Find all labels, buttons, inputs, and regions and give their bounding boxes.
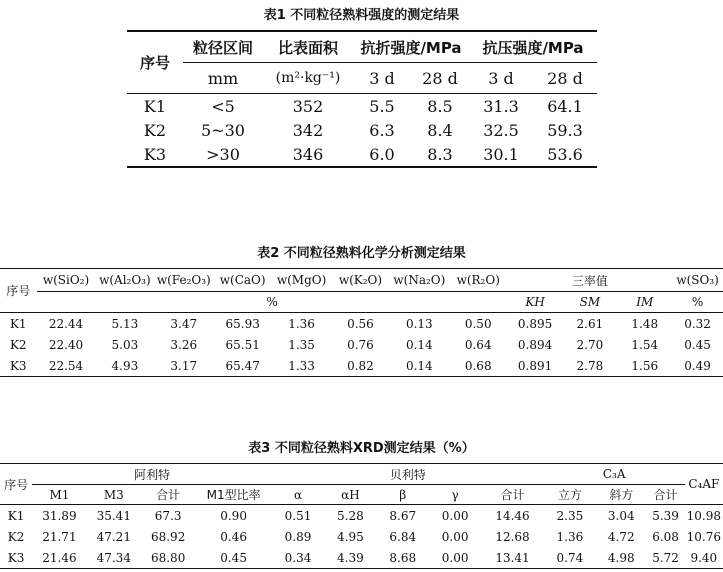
t2-cell-r2o: 0.64	[464, 337, 492, 352]
t3-header-belite: 贝利特	[272, 464, 544, 485]
t1-cell-f28: 8.5	[427, 96, 453, 116]
t3-cell-beta: 8.68	[389, 550, 417, 565]
t1-header-f3: 3 d	[353, 63, 411, 94]
t3-cell-beta: 8.67	[389, 508, 417, 523]
t3-cell-a-total: 68.92	[150, 529, 186, 544]
t2-cell-mgo: 1.35	[288, 337, 315, 352]
t3-header-c3a: C₃A	[544, 464, 685, 485]
t3-cell-id: K3	[7, 550, 25, 565]
t3-cell-gamma: 0.00	[441, 529, 469, 544]
t3-cell-b-total: 12.68	[495, 529, 530, 544]
t3-cell-gamma: 0.00	[441, 550, 469, 565]
t2-cell-k2o: 0.76	[347, 337, 374, 352]
table-row	[0, 334, 723, 355]
t2-cell-im: 1.48	[631, 316, 659, 331]
t3-cell-m1-ratio: 0.46	[220, 529, 247, 544]
t3-cell-a-total: 67.3	[154, 508, 182, 523]
t2-header-im: IM	[617, 292, 672, 313]
t1-cell-f3: 6.0	[369, 144, 395, 164]
t2-cell-sm: 2.61	[576, 316, 604, 331]
t3-cell-alphaH: 4.39	[337, 550, 364, 565]
t3-cell-c-total: 5.39	[652, 508, 679, 523]
t3-header-beta: β	[377, 485, 429, 505]
t2-cell-fe2o3: 3.47	[170, 316, 198, 331]
t3-cell-c4af: 10.76	[686, 529, 722, 544]
t3-header-alite: 阿利特	[32, 464, 272, 485]
table-row	[0, 547, 723, 569]
t1-cell-f3: 6.3	[369, 120, 395, 140]
t3-cell-m1-ratio: 0.90	[220, 508, 247, 523]
t3-cell-beta: 6.84	[389, 529, 417, 544]
t3-cell-c4af: 9.40	[690, 550, 718, 565]
t2-cell-sio2: 22.40	[48, 337, 84, 352]
t1-cell-range: >30	[206, 144, 240, 164]
t2-cell-sm: 2.78	[576, 358, 604, 373]
t3-cell-alpha: 0.89	[284, 529, 312, 544]
t1-cell-id: K1	[143, 96, 167, 116]
table1-caption: 表1 不同粒径熟料强度的测定结果	[263, 8, 460, 23]
table1	[127, 30, 597, 168]
t1-header-surface: 比表面积	[263, 31, 353, 63]
t2-header-na2o: w(Na₂O)	[390, 269, 449, 292]
t3-cell-gamma: 0.00	[441, 508, 469, 523]
t3-cell-c-total: 6.08	[652, 529, 679, 544]
t1-cell-c28: 64.1	[547, 96, 583, 116]
t2-cell-fe2o3: 3.17	[170, 358, 198, 373]
t2-cell-kh: 0.895	[517, 316, 553, 331]
t2-cell-kh: 0.894	[517, 337, 553, 352]
table-row	[0, 526, 723, 547]
t3-cell-m1-ratio: 0.45	[220, 550, 247, 565]
t3-cell-m1: 21.46	[42, 550, 77, 565]
t1-header-c3: 3 d	[469, 63, 533, 94]
t3-header-index: 序号	[0, 464, 32, 505]
t3-cell-alphaH: 5.28	[337, 508, 364, 523]
t2-cell-fe2o3: 3.26	[170, 337, 198, 352]
t3-cell-ortho: 4.98	[607, 550, 635, 565]
t2-header-ratios: 三率值	[508, 269, 672, 292]
t2-cell-im: 1.56	[631, 358, 659, 373]
table2	[0, 268, 723, 377]
t2-cell-cao: 65.51	[225, 337, 260, 352]
t1-cell-range: <5	[211, 96, 235, 116]
t3-header-total2: 合计	[481, 485, 543, 505]
t1-cell-surface: 342	[292, 120, 324, 140]
t2-header-mgo: w(MgO)	[272, 269, 331, 292]
t3-cell-m3: 47.21	[96, 529, 131, 544]
t2-cell-id: K1	[9, 316, 27, 331]
table-row	[127, 142, 597, 167]
t1-header-particle-unit: mm	[183, 63, 263, 94]
t2-header-al2o3: w(Al₂O₃)	[95, 269, 154, 292]
t3-header-m3: M3	[87, 485, 141, 505]
t3-header-total3: 合计	[646, 485, 684, 505]
t2-cell-mgo: 1.33	[288, 358, 315, 373]
t2-cell-na2o: 0.14	[405, 337, 433, 352]
t3-cell-cubic: 0.74	[556, 550, 584, 565]
t2-cell-na2o: 0.13	[405, 316, 433, 331]
t2-cell-mgo: 1.36	[288, 316, 315, 331]
t2-cell-sio2: 22.54	[48, 358, 84, 373]
t3-cell-c4af: 10.98	[686, 508, 722, 523]
t3-cell-ortho: 3.04	[607, 508, 635, 523]
t3-cell-cubic: 2.35	[556, 508, 584, 523]
t3-header-m1: M1	[32, 485, 86, 505]
t1-header-particle-range: 粒径区间	[183, 31, 263, 63]
t2-cell-so3: 0.32	[684, 316, 711, 331]
t1-header-compressive: 抗压强度/MPa	[469, 31, 597, 63]
t2-cell-sm: 2.70	[576, 337, 604, 352]
t2-header-k2o: w(K₂O)	[331, 269, 390, 292]
t2-cell-so3: 0.45	[684, 337, 711, 352]
t2-cell-sio2: 22.44	[48, 316, 84, 331]
t3-cell-alphaH: 4.95	[337, 529, 364, 544]
t2-cell-r2o: 0.50	[464, 316, 492, 331]
t1-header-surface-unit: (m²·kg⁻¹)	[263, 63, 353, 94]
t1-cell-f3: 5.5	[369, 96, 395, 116]
t3-cell-c-total: 5.72	[652, 550, 679, 565]
table3	[0, 463, 723, 569]
t3-header-alpha: α	[272, 485, 324, 505]
t1-cell-f28: 8.4	[427, 120, 453, 140]
t2-header-fe2o3: w(Fe₂O₃)	[154, 269, 213, 292]
t1-header-index: 序号	[127, 31, 183, 94]
table-row	[127, 118, 597, 142]
t3-cell-ortho: 4.72	[607, 529, 635, 544]
t2-cell-r2o: 0.68	[464, 358, 492, 373]
t2-header-cao: w(CaO)	[213, 269, 272, 292]
t3-cell-m1: 31.89	[42, 508, 77, 523]
t1-cell-range: 5~30	[201, 120, 245, 140]
t1-cell-c3: 31.3	[483, 96, 519, 116]
t3-header-c4af: C₄AF	[685, 464, 723, 505]
t1-cell-c28: 53.6	[547, 144, 583, 164]
t2-cell-al2o3: 5.03	[111, 337, 139, 352]
t2-header-kh: KH	[508, 292, 563, 313]
t1-header-f28: 28 d	[411, 63, 469, 94]
t1-cell-id: K3	[143, 144, 167, 164]
t1-header-c28: 28 d	[533, 63, 597, 94]
t1-cell-c28: 59.3	[547, 120, 583, 140]
t1-cell-surface: 346	[292, 144, 324, 164]
table-row	[0, 313, 723, 335]
table2-caption: 表2 不同粒径熟料化学分析测定结果	[257, 246, 466, 261]
t1-cell-c3: 32.5	[483, 120, 519, 140]
t2-cell-al2o3: 4.93	[111, 358, 139, 373]
t2-cell-cao: 65.47	[225, 358, 260, 373]
t3-cell-id: K1	[7, 508, 25, 523]
t1-cell-f28: 8.3	[427, 144, 453, 164]
t2-cell-so3: 0.49	[684, 358, 711, 373]
t2-header-r2o: w(R₂O)	[449, 269, 508, 292]
t2-header-sm: SM	[563, 292, 618, 313]
t3-header-ortho: 斜方	[596, 485, 646, 505]
table-row	[0, 505, 723, 527]
t3-cell-cubic: 1.36	[556, 529, 584, 544]
t2-cell-im: 1.54	[631, 337, 659, 352]
table-row	[0, 355, 723, 377]
table3-caption: 表3 不同粒径熟料XRD测定结果（%）	[248, 441, 475, 456]
t3-cell-id: K2	[7, 529, 25, 544]
t2-header-percent2: %	[672, 292, 723, 313]
t3-cell-alpha: 0.51	[284, 508, 312, 523]
t3-header-total: 合计	[141, 485, 195, 505]
t2-cell-na2o: 0.14	[405, 358, 433, 373]
t3-cell-m3: 47.34	[96, 550, 131, 565]
t3-header-m1-ratio: M1型比率	[195, 485, 272, 505]
t2-cell-al2o3: 5.13	[111, 316, 139, 331]
t2-header-sio2: w(SiO₂)	[37, 269, 96, 292]
t1-cell-c3: 30.1	[483, 144, 519, 164]
t3-header-gamma: γ	[429, 485, 481, 505]
t3-cell-m3: 35.41	[96, 508, 131, 523]
t1-cell-id: K2	[143, 120, 167, 140]
t2-cell-k2o: 0.56	[347, 316, 374, 331]
t3-cell-b-total: 14.46	[495, 508, 530, 523]
t3-cell-a-total: 68.80	[150, 550, 186, 565]
t3-cell-alpha: 0.34	[284, 550, 312, 565]
t2-header-percent: %	[37, 292, 508, 313]
t2-cell-id: K3	[9, 358, 27, 373]
t3-cell-b-total: 13.41	[495, 550, 530, 565]
table-row	[127, 94, 597, 119]
t2-cell-id: K2	[9, 337, 27, 352]
t2-header-so3: w(SO₃)	[672, 269, 723, 292]
t3-header-alphaH: αH	[324, 485, 376, 505]
t2-cell-kh: 0.891	[517, 358, 553, 373]
t1-cell-surface: 352	[292, 96, 324, 116]
t2-header-index: 序号	[0, 269, 37, 313]
t2-cell-cao: 65.93	[225, 316, 260, 331]
t3-header-cubic: 立方	[544, 485, 596, 505]
t1-header-flexural: 抗折强度/MPa	[353, 31, 469, 63]
t3-cell-m1: 21.71	[42, 529, 77, 544]
t2-cell-k2o: 0.82	[347, 358, 374, 373]
